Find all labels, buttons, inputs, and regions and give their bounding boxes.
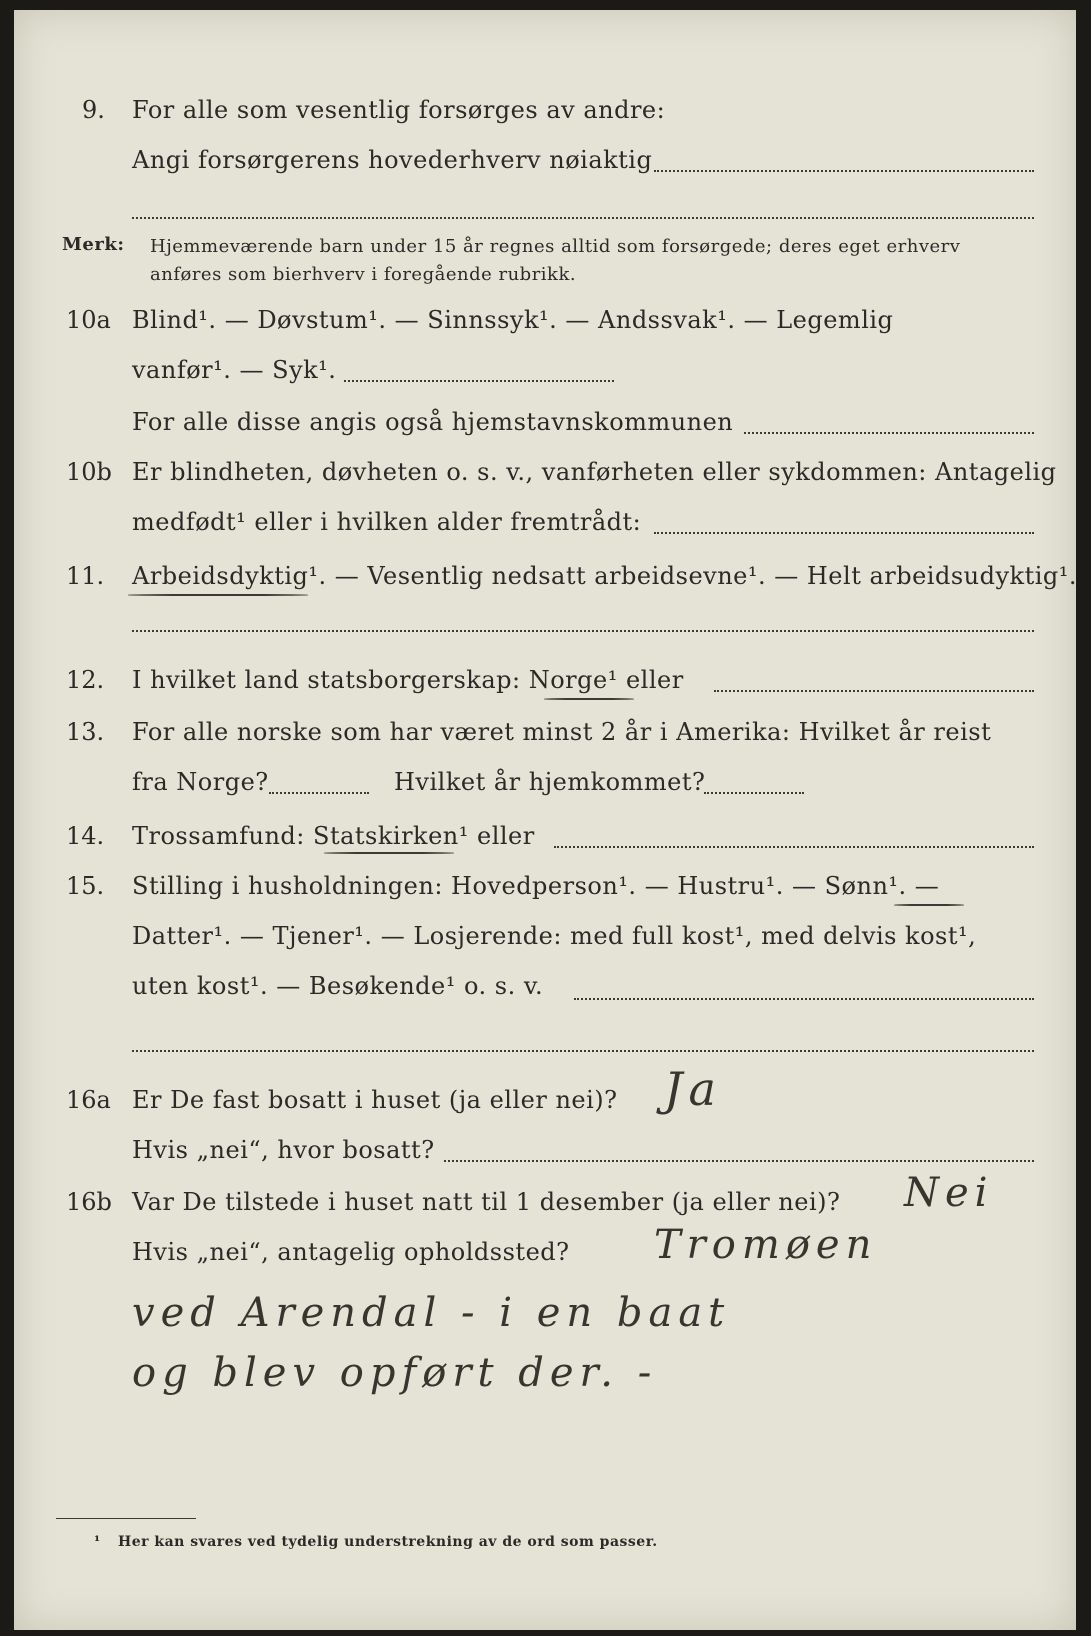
q12-answer-line[interactable] <box>714 690 1034 692</box>
q13-number: 13. <box>66 718 105 746</box>
q16a-number: 16a <box>66 1086 111 1114</box>
q15-line1: Stilling i husholdningen: Hovedperson¹. — Hustru¹. — Sønn¹. — <box>132 872 940 900</box>
q13-hjemkommet-answer-line[interactable] <box>704 792 804 794</box>
q10b-answer-line[interactable] <box>654 532 1034 534</box>
q16b-line2: Hvis „nei“, antagelig opholdssted? <box>132 1238 570 1266</box>
q14-statskirken-underline <box>324 852 454 854</box>
q12-number: 12. <box>66 666 105 694</box>
q15-line2: Datter¹. — Tjener¹. — Losjerende: med full kost¹, med delvis kost¹, <box>132 922 977 950</box>
q16b-handwritten-line2: og blev opført der. - <box>132 1350 658 1396</box>
q12-line1: I hvilket land statsborgerskap: Norge¹ eller <box>132 666 684 694</box>
q15-line3: uten kost¹. — Besøkende¹ o. s. v. <box>132 972 544 1000</box>
q15-answer-line[interactable] <box>574 998 1034 1000</box>
q11-number: 11. <box>66 562 105 590</box>
q16b-number: 16b <box>66 1188 112 1216</box>
q10a-number: 10a <box>66 306 111 334</box>
q15-sonn-underline <box>894 904 964 906</box>
q14-answer-line[interactable] <box>554 846 1034 848</box>
footnote-rule <box>56 1518 196 1519</box>
q9-line2: Angi forsørgerens hovederhverv nøiaktig <box>132 146 653 174</box>
q10a-line1: Blind¹. — Døvstum¹. — Sinnssyk¹. — Andssvak¹. — Legemlig <box>132 306 894 334</box>
footnote-marker: ¹ <box>94 1534 101 1550</box>
q11-handwritten-underline <box>128 594 308 596</box>
merk-label: Merk: <box>62 234 125 255</box>
q16a-handwritten-answer: Ja <box>664 1062 722 1116</box>
q10b-number: 10b <box>66 458 112 486</box>
merk-line1: Hjemmeværende barn under 15 år regnes alltid som forsørgede; deres eget erhverv <box>150 236 961 257</box>
q11-answer-line[interactable] <box>132 630 1034 632</box>
q9-extra-answer-line[interactable] <box>132 217 1034 219</box>
q10b-line1: Er blindheten, døvheten o. s. v., vanførheten eller sykdommen: Antagelig <box>132 458 1057 486</box>
q14-line1: Trossamfund: Statskirken¹ eller <box>132 822 535 850</box>
q14-number: 14. <box>66 822 105 850</box>
q13-reist-answer-line[interactable] <box>269 792 369 794</box>
q15-number: 15. <box>66 872 105 900</box>
q16b-handwritten-place: Tromøen <box>654 1222 878 1268</box>
q15-extra-answer-line[interactable] <box>132 1050 1034 1052</box>
q13-line2b: Hvilket år hjemkommet? <box>394 768 706 796</box>
q11-line1: Arbeidsdyktig¹. — Vesentlig nedsatt arbeidsevne¹. — Helt arbeidsudyktig¹. <box>132 562 1078 590</box>
q16b-handwritten-answer: Nei <box>904 1170 994 1216</box>
q9-line1: For alle som vesentlig forsørges av andre: <box>132 96 666 124</box>
q16a-line1: Er De fast bosatt i huset (ja eller nei)? <box>132 1086 618 1114</box>
q10a-hjemstavn-answer-line[interactable] <box>744 432 1034 434</box>
q13-line2a: fra Norge? <box>132 768 269 796</box>
q16b-handwritten-line1: ved Arendal - i en baat <box>132 1290 731 1336</box>
q10a-syk-answer-line[interactable] <box>344 380 614 382</box>
q12-norge-underline <box>544 698 634 700</box>
q10b-line2: medfødt¹ eller i hvilken alder fremtrådt: <box>132 508 642 536</box>
q10a-line2: vanfør¹. — Syk¹. <box>132 356 337 384</box>
q9-number: 9. <box>82 96 105 124</box>
q10a-line3: For alle disse angis også hjemstavnskommunen <box>132 408 734 436</box>
q9-answer-line[interactable] <box>654 170 1034 172</box>
footnote-text: Her kan svares ved tydelig understrekning av de ord som passer. <box>118 1534 658 1550</box>
census-form-page <box>14 10 1076 1630</box>
merk-line2: anføres som bierhverv i foregående rubrikk. <box>150 264 577 285</box>
q16b-line1: Var De tilstede i huset natt til 1 desember (ja eller nei)? <box>132 1188 841 1216</box>
q16a-answer-line[interactable] <box>444 1160 1034 1162</box>
q13-line1: For alle norske som har været minst 2 år i Amerika: Hvilket år reist <box>132 718 992 746</box>
q16a-line2: Hvis „nei“, hvor bosatt? <box>132 1136 435 1164</box>
